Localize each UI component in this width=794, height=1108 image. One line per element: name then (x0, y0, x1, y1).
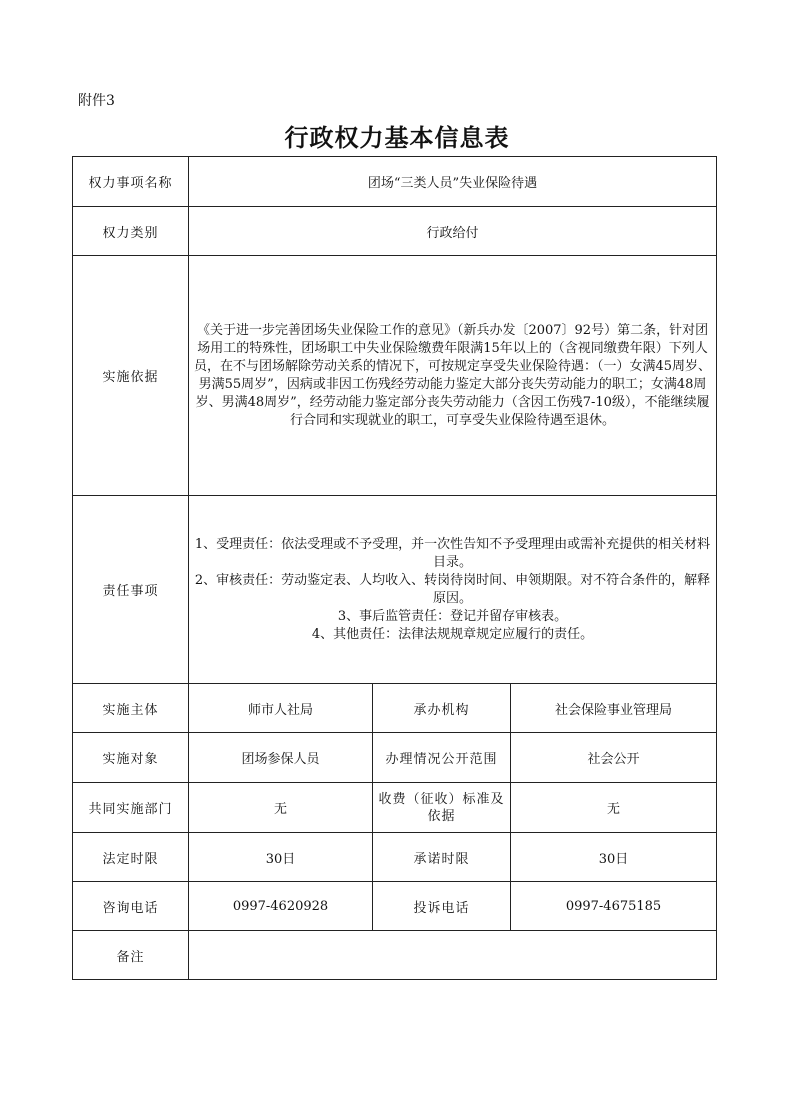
duty-item-4: 4、其他责任：法律法规规章规定应履行的责任。 (311, 626, 594, 642)
label-fee-standard: 收费（征收）标准及依据 (373, 783, 511, 833)
value-duties (189, 496, 717, 684)
label-handling-agency: 承办机构 (373, 684, 511, 733)
label-target: 实施对象 (73, 733, 189, 783)
row-duties (73, 496, 717, 684)
row-power-name (73, 157, 717, 207)
info-table (72, 156, 717, 980)
value-complaint-phone: 0997-4675185 (511, 882, 717, 931)
value-target: 团场参保人员 (189, 733, 373, 783)
value-remark (189, 931, 717, 980)
value-basis: 《关于进一步完善团场失业保险工作的意见》（新兵办发〔2007〕92号）第二条，针对团场用工的特殊性，团场职工中失业保险缴费年限满15年以上的（含视同缴费年限）下列人员，在不与团场解除劳动关系的情况下，可按规定享受失业保险待遇：（一）女满45周岁、男满55周岁”，因病或非因工伤残经劳动能力鉴定大部分丧失劳动能力的职工；女满48周岁、男满48周岁”，经劳动能力鉴定部分丧失劳动能力（含因工伤残7-10级），不能继续履行合同和实现就业的职工，可享受失业保险待遇至退休。 (189, 256, 717, 496)
label-power-category: 权力类别 (73, 207, 189, 256)
value-power-name: 团场“三类人员”失业保险待遇 (189, 157, 717, 207)
row-basis (73, 256, 717, 496)
label-disclosure-scope: 办理情况公开范围 (373, 733, 511, 783)
row-subject (73, 684, 717, 733)
label-consult-phone: 咨询电话 (73, 882, 189, 931)
value-promised-time-limit: 30日 (511, 833, 717, 882)
row-time-limit (73, 833, 717, 882)
attachment-label: 附件3 (78, 93, 115, 109)
duty-item-1: 1、受理责任：依法受理或不予受理，并一次性告知不予受理理由或需补充提供的相关材料目录。 (194, 536, 711, 570)
label-joint-departments: 共同实施部门 (73, 783, 189, 833)
value-consult-phone: 0997-4620928 (189, 882, 373, 931)
row-remark (73, 931, 717, 980)
row-target (73, 733, 717, 783)
row-power-category (73, 207, 717, 256)
value-subject: 师市人社局 (189, 684, 373, 733)
value-joint-departments: 无 (189, 783, 373, 833)
value-legal-time-limit: 30日 (189, 833, 373, 882)
label-legal-time-limit: 法定时限 (73, 833, 189, 882)
value-power-category: 行政给付 (189, 207, 717, 256)
label-subject: 实施主体 (73, 684, 189, 733)
label-power-name: 权力事项名称 (73, 157, 189, 207)
value-disclosure-scope: 社会公开 (511, 733, 717, 783)
label-promised-time-limit: 承诺时限 (373, 833, 511, 882)
document-title: 行政权力基本信息表 (284, 123, 510, 152)
label-duties: 责任事项 (73, 496, 189, 684)
row-joint (73, 783, 717, 833)
value-fee-standard: 无 (511, 783, 717, 833)
label-remark: 备注 (73, 931, 189, 980)
label-basis: 实施依据 (73, 256, 189, 496)
value-handling-agency: 社会保险事业管理局 (511, 684, 717, 733)
row-phone (73, 882, 717, 931)
label-complaint-phone: 投诉电话 (373, 882, 511, 931)
duty-item-2: 2、审核责任：劳动鉴定表、人均收入、转岗待岗时间、申领期限。对不符合条件的，解释原因。 (194, 572, 711, 606)
duty-item-3: 3、事后监管责任：登记并留存审核表。 (337, 608, 568, 624)
